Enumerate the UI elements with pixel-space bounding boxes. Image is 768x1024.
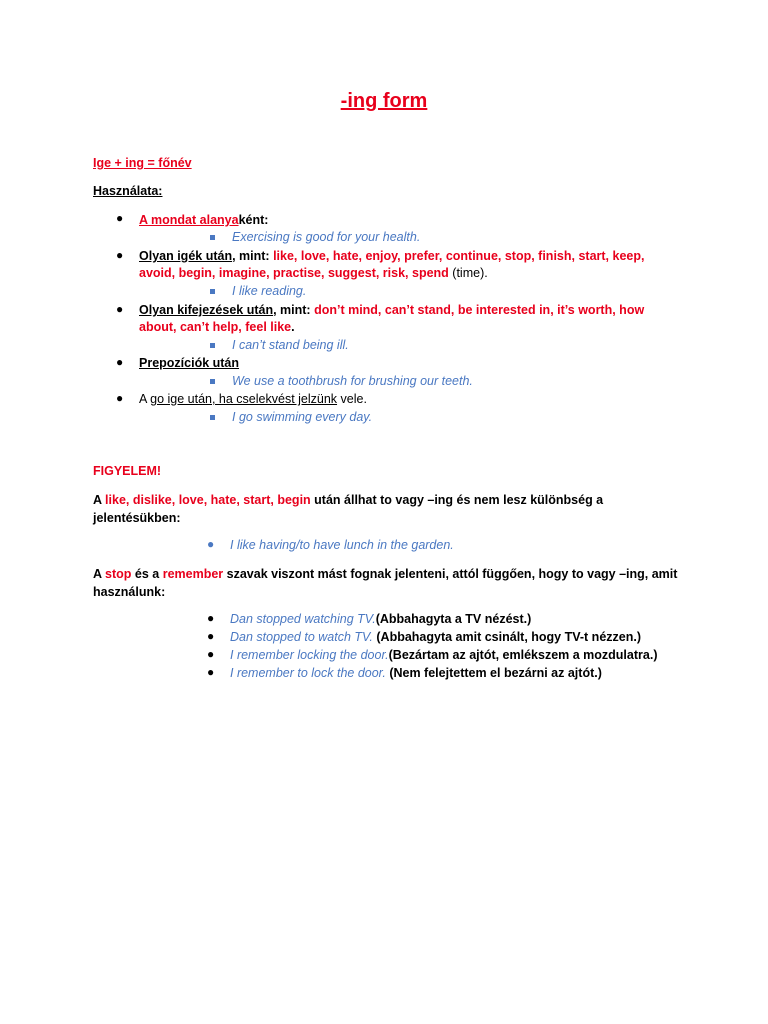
item-5-pre: A [139, 392, 151, 406]
usage-item-2-line-2 [139, 266, 488, 280]
bullet-icon: ● [207, 537, 215, 551]
contrast-item-3 [230, 648, 657, 662]
usage-label: Használata: [93, 184, 163, 198]
item-2-mid: , mint: [232, 249, 274, 263]
formula-heading: Ige + ing = főnév [93, 156, 192, 170]
page-title: -ing form [340, 90, 428, 112]
contrast-3-en: I remember locking the door. [230, 648, 389, 662]
item-5-lead: go ige után, ha cselekvést jelzünk [150, 392, 338, 406]
item-4-example: We use a toothbrush for brushing our teeth. [232, 374, 473, 388]
contrast-item-2 [230, 630, 641, 644]
item-1-lead: A mondat alanya [139, 213, 239, 227]
contrast-4-hu: (Nem felejtettem el bezárni az ajtót.) [385, 666, 602, 680]
contrast-3-hu: (Bezártam az ajtót, emlékszem a mozdulatra.) [388, 648, 658, 662]
bullet-icon: ● [207, 611, 215, 625]
contrast-1-hu: (Abbahagyta a TV nézést.) [375, 612, 532, 626]
contrast-2-hu: (Abbahagyta amit csinált, hogy TV-t nézzen.) [372, 630, 641, 644]
contrast-4-en: I remember to lock the door. [230, 666, 386, 680]
item-2-example: I like reading. [232, 284, 307, 298]
bullet-icon: ● [207, 647, 215, 661]
para2-stop: stop [105, 567, 132, 581]
para1-words: like, dislike, love, hate, start, begin [105, 493, 311, 507]
item-4-lead: Prepozíciók után [139, 356, 240, 370]
para2-line2: használunk: [93, 585, 166, 599]
bullet-icon: ● [116, 211, 124, 225]
item-2-lead: Olyan igék után [139, 249, 233, 263]
item-1-rest: ként: [238, 213, 269, 227]
bullet-icon: ● [116, 391, 124, 405]
square-bullet-icon [210, 289, 215, 294]
bullet-icon: ● [207, 665, 215, 679]
item-3-mid: , mint: [273, 303, 315, 317]
usage-item-4 [139, 356, 239, 370]
item-3-tail: . [291, 320, 295, 334]
item-3-words-2: about, can’t help, feel like [139, 320, 292, 334]
item-3-example: I can’t stand being ill. [232, 338, 349, 352]
para1-line2: jelentésükben: [93, 511, 181, 525]
usage-item-5 [139, 392, 367, 406]
usage-item-1 [139, 213, 268, 227]
para2-es-a: és a [131, 567, 163, 581]
example-like: I like having/to have lunch in the garden. [230, 538, 454, 552]
contrast-item-4 [230, 666, 602, 680]
square-bullet-icon [210, 343, 215, 348]
bullet-icon: ● [116, 302, 124, 316]
item-5-example: I go swimming every day. [232, 410, 373, 424]
para1-a: A [93, 493, 106, 507]
square-bullet-icon [210, 415, 215, 420]
para2-a: A [93, 567, 106, 581]
paragraph-like [93, 491, 683, 527]
item-5-rest: vele. [337, 392, 367, 406]
bullet-icon: ● [207, 629, 215, 643]
square-bullet-icon [210, 379, 215, 384]
para2-remember: remember [162, 567, 224, 581]
paragraph-stop-remember [93, 565, 683, 601]
bullet-icon: ● [116, 248, 124, 262]
usage-item-2-line-1 [139, 249, 644, 263]
contrast-item-1 [230, 612, 531, 626]
item-3-lead: Olyan kifejezések után [139, 303, 274, 317]
contrast-1-en: Dan stopped watching TV. [230, 612, 376, 626]
usage-item-3-line-2 [139, 320, 295, 334]
usage-item-3-line-1 [139, 303, 644, 317]
contrast-2-en: Dan stopped to watch TV. [230, 630, 373, 644]
item-1-example: Exercising is good for your health. [232, 230, 421, 244]
item-2-words-1: like, love, hate, enjoy, prefer, continue, stop, finish, start, keep, [273, 249, 645, 263]
item-2-words-2: avoid, begin, imagine, practise, suggest, risk, spend [139, 266, 449, 280]
bullet-icon: ● [116, 355, 124, 369]
para2-rest: szavak viszont mást fognak jelenteni, attól függően, hogy to vagy –ing, amit [223, 567, 678, 581]
attention-heading: FIGYELEM! [93, 464, 162, 478]
item-2-tail: (time). [448, 266, 488, 280]
para1-rest: után állhat to vagy –ing és nem lesz különbség a [310, 493, 604, 507]
item-3-words-1: don’t mind, can’t stand, be interested in, it’s worth, how [314, 303, 645, 317]
square-bullet-icon [210, 235, 215, 240]
